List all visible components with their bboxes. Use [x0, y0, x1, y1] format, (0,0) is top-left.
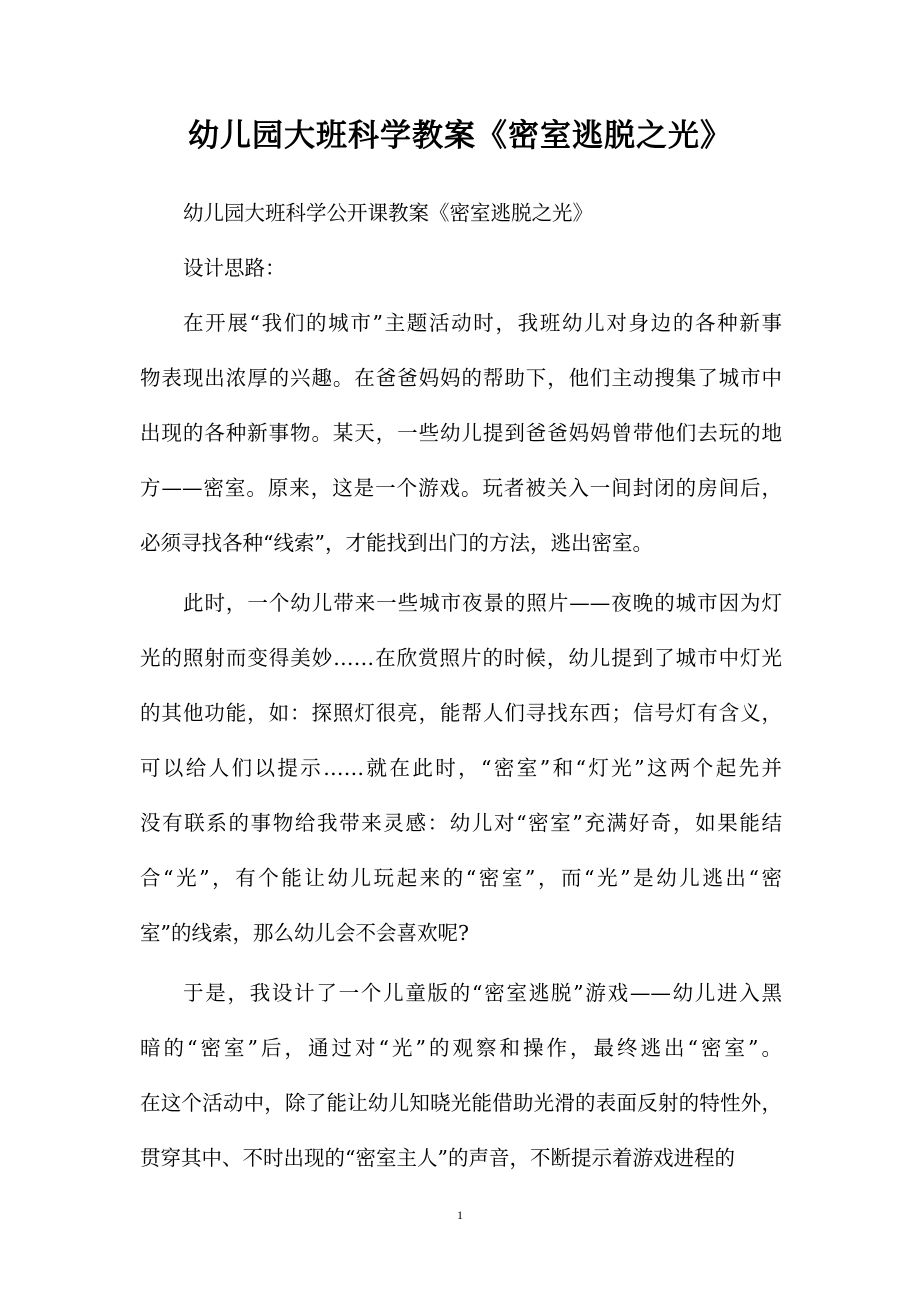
text-line: 可以给人们以提示……就在此时，“密室”和“灯光”这两个起先并 [140, 756, 782, 780]
paragraph [140, 586, 782, 971]
text-line: 合“光”，有个能让幼儿玩起来的“密室”，而“光”是幼儿逃出“密 [140, 866, 782, 890]
document-title: 幼儿园大班科学教案《密室逃脱之光》 [188, 118, 732, 154]
text-line: 必须寻找各种“线索”，才能找到出门的方法，逃出密室。 [140, 531, 653, 555]
text-line: 光的照射而变得美妙……在欣赏照片的时候，幼儿提到了城市中灯光 [140, 646, 782, 670]
text-line: 室”的线索，那么幼儿会不会喜欢呢? [140, 921, 469, 945]
paragraph [140, 306, 782, 581]
text-line: 幼儿园大班科学公开课教案《密室逃脱之光》 [183, 201, 593, 225]
text-line: 贯穿其中、不时出现的“密室主人”的声音，不断提示着游戏进程的 [140, 1146, 735, 1170]
page-number: 1 [457, 1208, 463, 1222]
text-line: 在开展“我们的城市”主题活动时，我班幼儿对身边的各种新事 [183, 311, 782, 335]
text-line: 出现的各种新事物。某天，一些幼儿提到爸爸妈妈曾带他们去玩的地 [140, 421, 782, 445]
text-line: 的其他功能，如：探照灯很亮，能帮人们寻找东西；信号灯有含义， [140, 701, 782, 725]
text-line: 物表现出浓厚的兴趣。在爸爸妈妈的帮助下，他们主动搜集了城市中 [140, 366, 782, 390]
text-line: 方——密室。原来，这是一个游戏。玩者被关入一间封闭的房间后， [140, 476, 782, 500]
text-line: 没有联系的事物给我带来灵感：幼儿对“密室”充满好奇，如果能结 [140, 811, 782, 835]
text-line: 暗的“密室”后，通过对“光”的观察和操作，最终逃出“密室”。 [140, 1036, 782, 1060]
text-line: 设计思路： [183, 256, 286, 280]
paragraph [140, 196, 782, 251]
text-line: 于是，我设计了一个儿童版的“密室逃脱”游戏——幼儿进入黑 [183, 981, 782, 1005]
paragraph [140, 976, 782, 1196]
text-line: 此时，一个幼儿带来一些城市夜景的照片——夜晚的城市因为灯 [183, 591, 782, 615]
paragraph [140, 251, 782, 306]
text-line: 在这个活动中，除了能让幼儿知晓光能借助光滑的表面反射的特性外， [140, 1091, 782, 1115]
document-body [140, 196, 782, 1196]
